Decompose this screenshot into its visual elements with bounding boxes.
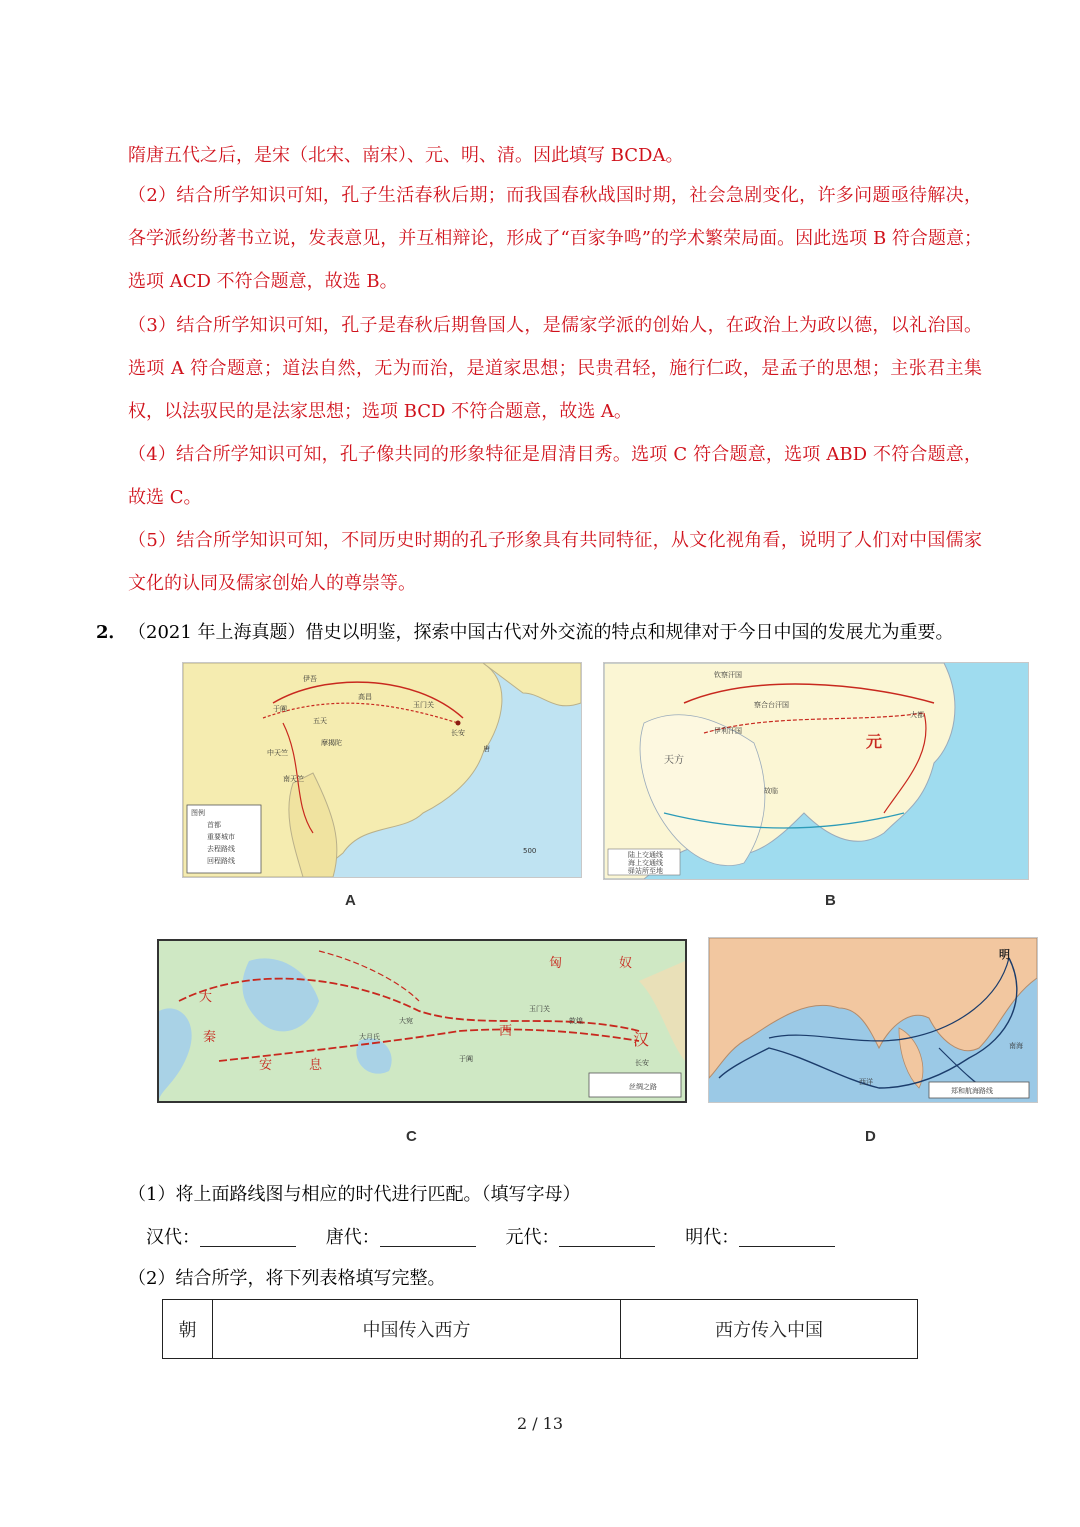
sub-question-2: （2）结合所学，将下列表格填写完整。 <box>128 1268 446 1289</box>
map-a-label-wutian: 五天 <box>313 717 327 725</box>
answer-line-1: 隋唐五代之后，是宋（北宋、南宋）、元、明、清。因此填写 BCDA。 <box>128 145 684 166</box>
table-header-china-to-west: 中国传入西方 <box>213 1300 621 1359</box>
map-c-label-xiong: 匈 <box>549 956 563 971</box>
map-a-label-nantianzhu: 南天竺 <box>283 775 304 783</box>
map-a-label-gaochang: 高昌 <box>358 693 372 701</box>
map-b-legend-sea: 海上交通线 <box>628 859 663 867</box>
map-b-label-guling: 故临 <box>764 787 778 795</box>
map-c-label-yumenguan: 玉门关 <box>529 1005 550 1013</box>
map-c-label-da: 大 <box>199 990 213 1005</box>
question-number: 2． <box>96 622 127 643</box>
map-b <box>603 662 1029 880</box>
map-b-label-ilkhanate: 伊利汗国 <box>714 727 742 735</box>
map-a <box>182 662 582 878</box>
map-a-legend-city: 重要城市 <box>207 833 235 841</box>
map-a-caption: A <box>345 892 356 909</box>
map-a-legend-return: 回程路线 <box>207 857 235 865</box>
map-d-label-nanhai: 南海 <box>1009 1042 1023 1050</box>
map-a-legend-capital: 首都 <box>207 821 221 829</box>
answer-paragraph-3: （3）结合所学知识可知，孔子是春秋后期鲁国人，是儒家学派的创始人，在政治上为政以德，以礼治国。选项 A 符合题意；道法自然，无为而治，是道家思想；民贵君轻，施行仁政，是孟子的思想；主张君主集权，以法驭民的是法家思想；选项 BCD 不符合题意，故选 A。 <box>128 315 982 422</box>
map-a-label-yumenguan: 玉门关 <box>413 701 434 709</box>
map-a-label-yiwu: 伊吾 <box>303 675 317 683</box>
sub-question-1: （1）将上面路线图与相应的时代进行匹配。（填写字母） <box>128 1184 581 1205</box>
map-c-label-yutian: 于阗 <box>459 1055 473 1063</box>
answer-paragraph-2: （2）结合所学知识可知，孔子生活春秋后期；而我国春秋战国时期，社会急剧变化，许多问题亟待解决，各学派纷纷著书立说，发表意见，并互相辩论，形成了“百家争鸣”的学术繁荣局面。因此选项 B 符合题意；选项 ACD 不符合题意，故选 B。 <box>128 185 982 292</box>
map-a-label-mojietuo: 摩揭陀 <box>321 739 342 747</box>
map-a-scale: 500 <box>523 847 537 855</box>
map-c-caption: C <box>406 1128 417 1145</box>
map-a-legend-title: 图例 <box>191 809 205 817</box>
map-d <box>708 937 1038 1103</box>
map-c-label-dayuezhi: 大月氏 <box>359 1033 380 1041</box>
map-b-label-qincha: 钦察汗国 <box>714 671 742 679</box>
map-b-label-yuan: 元 <box>866 732 883 751</box>
blank-tang[interactable] <box>380 1228 476 1247</box>
blank-row <box>146 1223 859 1249</box>
map-c-label-han: 汉 <box>633 1030 650 1049</box>
map-c <box>157 939 687 1103</box>
answer-paragraph-4: （4）结合所学知识可知，孔子像共同的形象特征是眉清目秀。选项 C 符合题意，选项 ABD 不符合题意，故选 C。 <box>128 444 982 508</box>
map-a-label-tang: 唐 <box>483 745 490 753</box>
map-c-label-dayuan: 大宛 <box>399 1017 413 1025</box>
map-a-label-changan: 长安 <box>451 729 465 737</box>
map-c-label-an: 安 <box>259 1058 273 1073</box>
answer-table <box>162 1299 918 1359</box>
map-d-legend-zhenghe: 郑和航海路线 <box>951 1087 993 1095</box>
map-b-label-dadu: 大都 <box>910 711 924 719</box>
blank-ming[interactable] <box>739 1228 835 1247</box>
page-number: 2 / 13 <box>516 1414 564 1433</box>
answer-paragraph-5: （5）结合所学知识可知，不同历史时期的孔子形象具有共同特征，从文化视角看，说明了人们对中国儒家文化的认同及儒家创始人的尊崇等。 <box>128 530 982 594</box>
map-a-label-zhongtianzhu: 中天竺 <box>267 749 288 757</box>
table-header-dynasty: 朝 <box>163 1300 213 1359</box>
map-b-label-tianfang: 天方 <box>664 755 684 766</box>
table-header-west-to-china: 西方传入中国 <box>621 1300 918 1359</box>
map-c-label-dunhuang: 敦煌 <box>569 1017 583 1025</box>
map-d-label-ming: 明 <box>999 948 1010 961</box>
map-c-label-changan: 长安 <box>635 1059 649 1067</box>
table-header-row <box>163 1300 918 1359</box>
question-stem: （2021 年上海真题）借史以明鉴，探索中国古代对外交流的特点和规律对于今日中国的发展尤为重要。 <box>128 622 954 643</box>
map-d-label-xiyang: 西洋 <box>859 1078 873 1086</box>
map-c-label-nu: 奴 <box>619 956 633 971</box>
map-b-label-chagatai: 察合台汗国 <box>754 701 789 709</box>
map-d-caption: D <box>865 1128 876 1145</box>
map-c-label-xi: 西 <box>499 1024 513 1039</box>
label-tang: 唐代： <box>325 1227 380 1248</box>
label-ming: 明代： <box>685 1227 740 1248</box>
map-c-legend-silkroad: 丝绸之路 <box>629 1083 657 1091</box>
map-b-legend-land: 陆上交通线 <box>628 851 663 859</box>
label-han: 汉代： <box>146 1227 200 1248</box>
blank-yuan[interactable] <box>559 1228 655 1247</box>
map-a-legend-outbound: 去程路线 <box>207 845 235 853</box>
map-c-label-xi-anxi: 息 <box>309 1058 323 1073</box>
map-c-label-qin: 秦 <box>203 1030 217 1045</box>
map-a-label-yutian: 于阗 <box>273 705 287 713</box>
map-b-caption: B <box>825 892 836 909</box>
map-b-legend-post: 驿站所至地 <box>628 867 663 875</box>
label-yuan: 元代： <box>505 1227 560 1248</box>
blank-han[interactable] <box>200 1228 296 1247</box>
